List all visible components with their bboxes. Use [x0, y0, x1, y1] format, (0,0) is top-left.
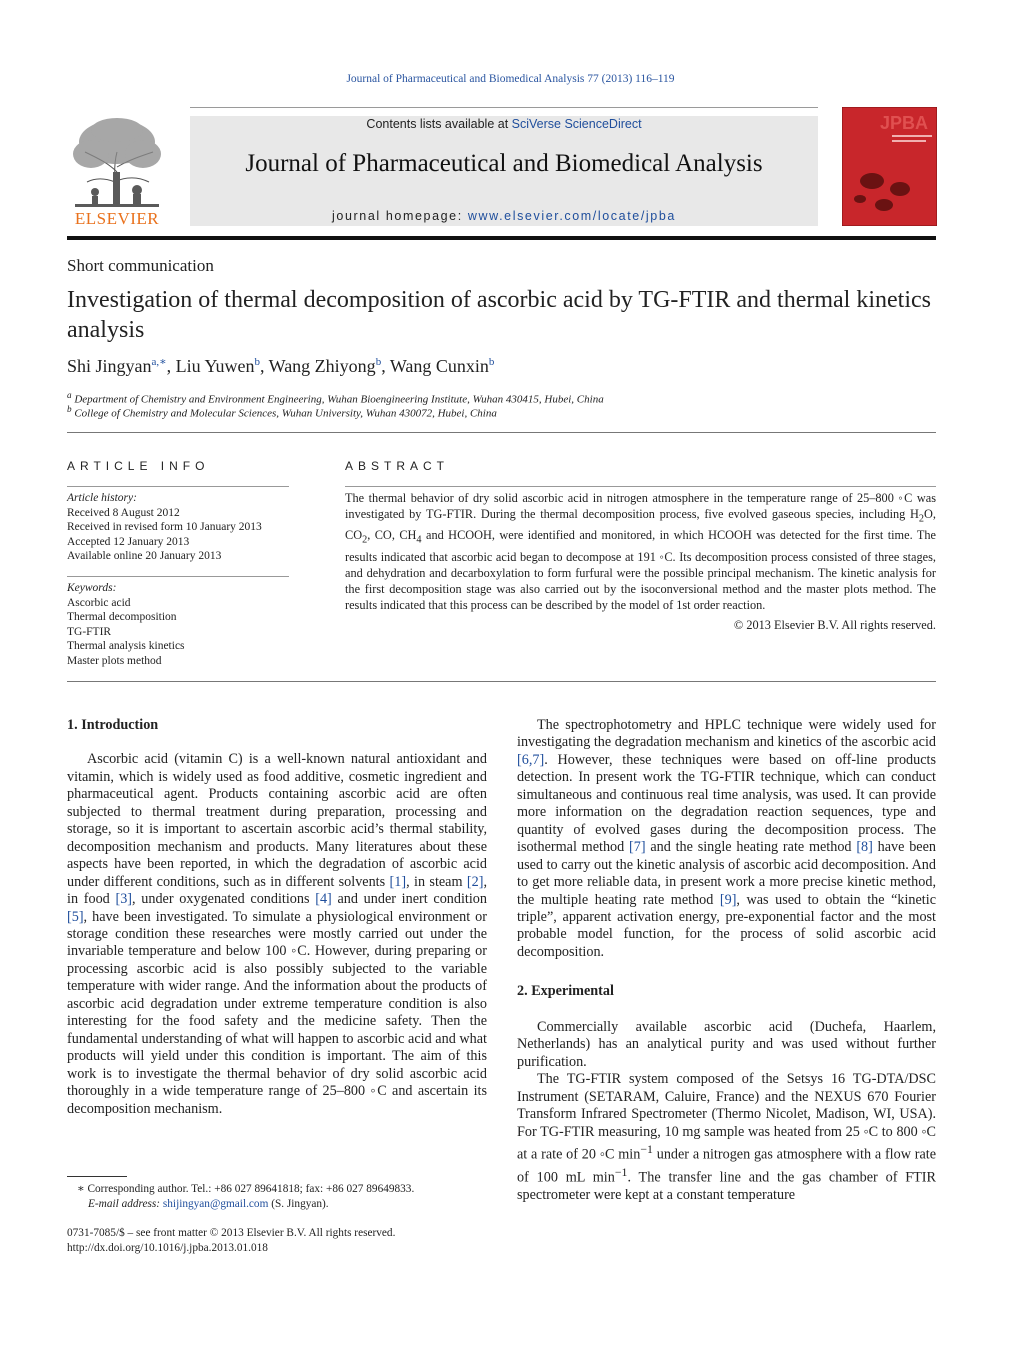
keyword: TG-FTIR [67, 625, 112, 638]
citation-link[interactable]: [6,7] [517, 751, 545, 768]
footnote-email [88, 1197, 498, 1212]
left-column [67, 717, 487, 1118]
header-bottom-rule [67, 236, 936, 240]
citation-link[interactable]: [3] [115, 891, 133, 908]
sciencedirect-link[interactable]: SciVerse ScienceDirect [511, 117, 642, 131]
article-type: Short communication [67, 256, 214, 275]
citation-link[interactable]: [7] [629, 839, 646, 856]
intro-paragraph-2: The spectrophotometry and HPLC technique were widely used for investigating the degradation mechanism and kinetics of the ascorbic acid [6,7]. However, these techniques were based on off-line products detection. In present work the TG-FTIR technique, which can conduct simultaneous and continuous real time analysis, was used. It can provide more information on the degradation reaction sequences, type and quantity of evolved gases during the decomposition process. The isothermal method [7] and the single heating rate method [8] have been used to carry out the kinetic analysis of ascorbic acid decomposition. And to get more reliable data, in present work a more precise kinetic method, the multiple heating rate method [9], was used to obtain the “kinetic triple”, apparent activation energy, pre-exponential factor and the most probable model function, for the process of solid ascorbic acid decomposition. [517, 717, 936, 960]
affiliation [67, 404, 497, 420]
author-name[interactable]: Liu Yuwen [175, 356, 255, 376]
article-info-heading: ARTICLE INFO [67, 459, 210, 473]
journal-name: Journal of Pharmaceutical and Biomedical Analysis [245, 150, 763, 177]
cover-abbrev: JPBA [879, 113, 929, 133]
history-item: Available online 20 January 2013 [67, 550, 222, 562]
history-label: Article history: [67, 492, 137, 504]
journal-cover[interactable] [842, 107, 937, 226]
keyword: Thermal decomposition [67, 611, 177, 623]
journal-cover-image [842, 107, 937, 226]
journal-citation[interactable]: Journal of Pharmaceutical and Biomedical Analysis 77 (2013) 116–119 [346, 73, 675, 85]
section-heading-experimental: 2. Experimental [517, 983, 614, 1000]
elsevier-tree-icon [67, 112, 167, 228]
right-column [517, 717, 936, 1205]
abstract-text: The thermal behavior of dry solid ascorbic acid in nitrogen atmosphere in the temperature range of 25–800 ◦C was investigated by TG-FTIR. During the thermal decomposition process, five evolved gaseous species, including $H_2O$, $CO_2$, CO, $CH_4$ and HCOOH, were identified and monitored, in which HCOOH was detected for the first time. The results indicated that ascorbic acid began to decompose at 191 ◦C. Its decomposition process consisted of three stages, and dehydration and decarboxylation to form furfural were the possible principal mechanism. The kinetic analysis for the first decomposition stage was also carried out by the isoconversional method and the master plots method. The results indicated that this process can be described by the model of 1st order reaction. [345, 491, 936, 612]
article-history [67, 491, 289, 564]
citation-link[interactable]: [1] [389, 873, 407, 890]
history-item: Received in revised form 10 January 2013 [67, 521, 262, 533]
abstract-heading: ABSTRACT [345, 459, 450, 473]
affiliation-text: College of Chemistry and Molecular Sciences, Wuhan University, Wuhan 430072, Hubei, China [74, 407, 497, 420]
homepage-link[interactable]: www.elsevier.com/locate/jpba [467, 209, 676, 223]
citation-link[interactable]: [9] [719, 891, 737, 908]
author-name[interactable]: Shi Jingyan [67, 356, 152, 376]
keywords-label: Keywords: [67, 582, 117, 594]
experimental-paragraph-1: Commercially available ascorbic acid (Duchefa, Haarlem, Netherlands) has an analytical purity and was used without further purification. [517, 1018, 936, 1070]
divider [67, 486, 289, 487]
email-link[interactable]: shijingyan@gmail.com [162, 1198, 269, 1210]
keyword: Ascorbic acid [67, 596, 131, 609]
citation-link[interactable]: [8] [856, 839, 873, 856]
contents-line [190, 117, 818, 131]
author-affiliation-mark[interactable]: b [488, 356, 495, 368]
contents-prefix: Contents lists available at [366, 117, 512, 131]
footnote-corresponding: ∗ Corresponding author. Tel.: +86 027 89641818; fax: +86 027 89649833. [77, 1183, 415, 1195]
keyword: Thermal analysis kinetics [67, 640, 185, 652]
header-top-rule [190, 107, 818, 108]
author-list: Shi Jingyan$^{a,∗}$, Liu Yuwen$^b$, Wang Zhiyong$^b$, Wang Cunxin$^b$ [67, 356, 495, 376]
experimental-paragraph-2: The TG-FTIR system composed of the Setsys 16 TG-DTA/DSC Instrument (SETARAM, Caluire, France) and the NEXUS 670 Fourier Transform Infrared Spectrometer (Thermo Nicolet, Madison, WI, USA). For TG-FTIR measuring, 10 mg sample was heated from 25 ◦C to 800 ◦C at a rate of 20 ◦C $\min^{-1}$ under a nitrogen gas atmosphere with a flow rate of 100 mL $\min^{-1}$. The transfer line and the gas chamber of FTIR spectrometer were kept at a constant temperature [517, 1071, 936, 1204]
abstract-copyright: © 2013 Elsevier B.V. All rights reserved. [733, 618, 936, 632]
divider [67, 681, 936, 682]
affiliation-mark: b [67, 404, 72, 414]
affiliation-text: Department of Chemistry and Environment Engineering, Wuhan Bioengineering Institute, Wuhan 430415, Hubei, China [74, 393, 604, 406]
author-affiliation-mark[interactable]: b [254, 356, 260, 368]
history-item: Received 8 August 2012 [67, 506, 180, 519]
section-heading-introduction: 1. Introduction [67, 717, 159, 733]
article-title: Investigation of thermal decomposition of ascorbic acid by TG-FTIR and thermal kinetics analysis [67, 287, 931, 343]
history-item: Accepted 12 January 2013 [67, 535, 190, 548]
issn-line: 0731-7085/$ – see front matter © 2013 Elsevier B.V. All rights reserved. [67, 1227, 396, 1239]
affiliation-mark: a [67, 390, 72, 400]
citation-link[interactable]: [2] [466, 873, 484, 890]
keywords [67, 581, 289, 668]
citation-link[interactable]: [5] [67, 908, 84, 925]
divider [345, 486, 936, 487]
elsevier-wordmark: ELSEVIER [74, 209, 160, 228]
email-suffix: (S. Jingyan). [268, 1198, 329, 1210]
email-label: E-mail address: [88, 1198, 163, 1210]
elsevier-logo[interactable] [67, 112, 167, 228]
intro-paragraph-1: Ascorbic acid (vitamin C) is a well-known natural antioxidant and vitamin, which is widely used as food additive, cosmetic ingredient and pharmaceutical agent. Products containing ascorbic acid are often subjected to thermal treatment during preparation, processing and storage, so it is important to ascertain ascorbic acid’s thermal stability, decomposition mechanism and products. Many literatures about these aspects have been reported, in which the degradation of ascorbic acid under different conditions, such as in different solvents [1], in steam [2], in food [3], under oxygenated conditions [4] and under inert condition [5], have been investigated. To simulate a physiological environment or storage condition these researches were mostly carried out under the invariable temperature and below 100 ◦C. However, during preparing or processing ascorbic acid is also possibly subjected to the variable temperature with wider range. And the information about the products of ascorbic acid degradation under extreme temperature condition is also interesting for the food safety and the medicine safety. Then the fundamental understanding of what will happen to ascorbic acid and what products will yield under this condition is important. The aim of this work is to investigate the thermal behavior of dry solid ascorbic acid thoroughly in a wide temperature range of 25–800 ◦C and ascertain its decomposition mechanism. [67, 751, 487, 1117]
footnote-rule [67, 1176, 127, 1177]
divider [67, 576, 289, 577]
citation-link[interactable]: [4] [315, 891, 332, 908]
journal-homepage [190, 209, 818, 223]
doi-link[interactable]: http://dx.doi.org/10.1016/j.jpba.2013.01.018 [67, 1242, 268, 1254]
author-name[interactable]: Wang Zhiyong [268, 356, 376, 376]
divider [67, 432, 936, 433]
homepage-prefix: journal homepage: [332, 209, 468, 223]
keyword: Master plots method [67, 654, 162, 667]
author-name[interactable]: Wang Cunxin [389, 356, 489, 376]
author-affiliation-mark[interactable]: a,∗ [151, 356, 167, 368]
author-affiliation-mark[interactable]: b [375, 356, 382, 368]
